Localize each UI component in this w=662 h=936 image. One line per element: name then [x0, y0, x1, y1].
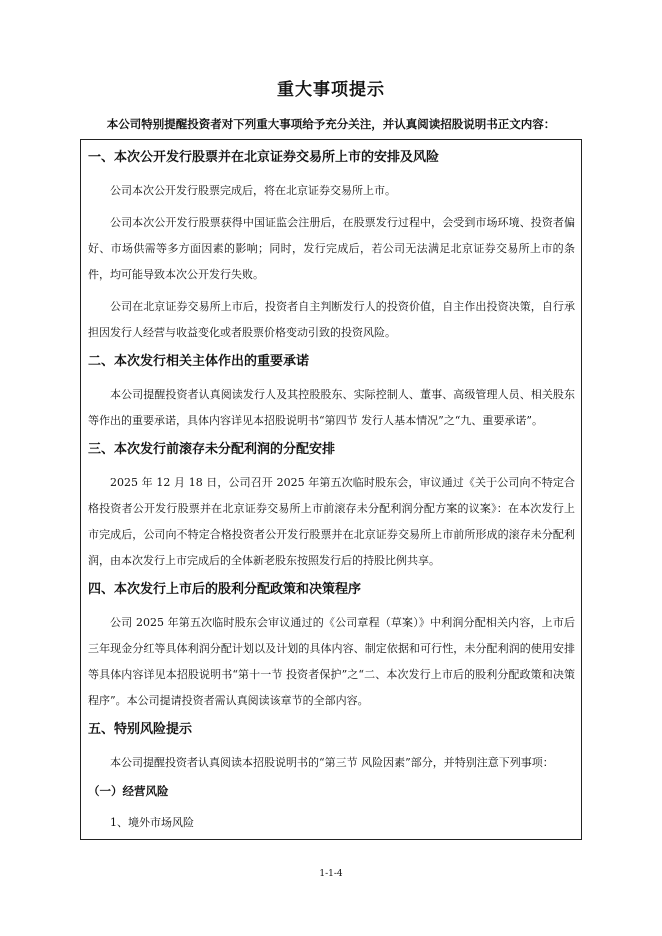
paragraph: 本公司提醒投资者认真阅读发行人及其控股股东、实际控制人、董事、高级管理人员、相关股东等作出的重要承诺，具体内容详见本招股说明书“第四节 发行人基本情况”之“九、重要承诺”。: [88, 388, 575, 427]
page-number: 1-1-4: [319, 869, 343, 879]
notice-box: [80, 139, 582, 840]
section-heading-5: 五、特别风险提示: [88, 722, 193, 737]
section-heading-2: 二、本次发行相关主体作出的重要承诺: [88, 354, 310, 369]
intro-notice: 本公司特别提醒投资者对下列重大事项给予充分关注，并认真阅读招股说明书正文内容：: [106, 117, 556, 131]
paragraph: 公司在北京证券交易所上市后，投资者自主判断发行人的投资价值，自主作出投资决策，自行承担因发行人经营与收益变化或者股票价格变动引致的投资风险。: [88, 300, 575, 339]
paragraph: 公司本次公开发行股票获得中国证监会注册后，在股票发行过程中，会受到市场环境、投资者偏好、市场供需等多方面因素的影响；同时，发行完成后，若公司无法满足北京证券交易所上市的条件，均可能导致本次公开发行失败。: [88, 216, 575, 281]
paragraph: 本公司提醒投资者认真阅读本招股说明书的“第三节 风险因素”部分，并特别注意下列事项：: [110, 756, 554, 769]
paragraph: 2025 年 12 月 18 日，公司召开 2025 年第五次临时股东会，审议通过《关于公司向不特定合格投资者公开发行股票并在北京证券交易所上市前滚存未分配利润分配方案的议案》：在本次发行上市完成后，公司向不特定合格投资者公开发行股票并在北京证券交易所上市前所形成的滚存未分配利润，由本次发行上市完成后的全体新老股东按照发行后的持股比例共享。: [88, 476, 575, 567]
section-heading-1: 一、本次公开发行股票并在北京证券交易所上市的安排及风险: [88, 150, 440, 165]
page-title: 重大事项提示: [277, 80, 385, 100]
paragraph: 公司本次公开发行股票完成后，将在北京证券交易所上市。: [110, 184, 396, 197]
section-heading-4: 四、本次发行上市后的股利分配政策和决策程序: [88, 582, 362, 597]
section-heading-3: 三、本次发行前滚存未分配利润的分配安排: [88, 442, 336, 457]
sub-heading-operating-risk: （一）经营风险: [88, 784, 169, 798]
paragraph: 公司 2025 年第五次临时股东会审议通过的《公司章程（草案）》中利润分配相关内容，上市后三年现金分红等具体利润分配计划以及计划的具体内容、制定依据和可行性，未分配利润的使用安排等具体内容详见本招股说明书“第十一节 投资者保护”之“二、本次发行上市后的股利分配政策和决策程序”。本公司提请投资者需认真阅读该章节的全部内容。: [88, 616, 575, 707]
list-item: 1、境外市场风险: [110, 816, 194, 829]
